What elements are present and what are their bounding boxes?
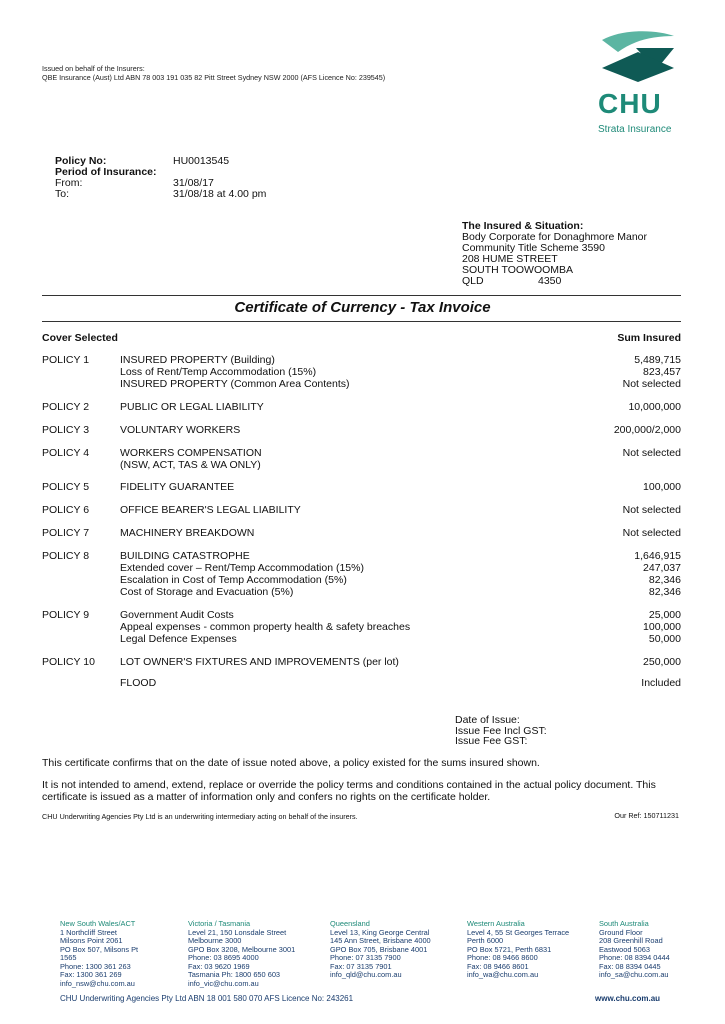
cover-line	[42, 633, 681, 645]
sum-insured-value: 100,000	[643, 481, 681, 494]
cover-line	[42, 550, 681, 562]
office-wa	[467, 920, 595, 980]
policy-number: POLICY 3	[42, 423, 90, 436]
office-line: PO Box 507, Milsons Pt	[60, 944, 139, 954]
office-line: Phone: 08 9466 8600	[467, 953, 538, 962]
cover-row	[42, 354, 681, 391]
cover-line	[42, 354, 681, 366]
office-line: Perth 6000	[467, 936, 504, 945]
policy-number: POLICY 10	[42, 655, 95, 668]
cover-line	[42, 504, 681, 516]
office-sa	[599, 920, 689, 980]
date-of-issue-label: Date of Issue:	[455, 714, 520, 726]
office-qld	[330, 920, 462, 980]
office-line: Fax: 07 3135 7901	[330, 961, 392, 971]
office-region: Western Australia	[467, 919, 525, 928]
cover-description: Cost of Storage and Evacuation (5%)	[120, 586, 294, 599]
insured-postcode: 4350	[538, 275, 562, 287]
cover-description: BUILDING CATASTROPHE	[120, 549, 250, 562]
cover-line	[42, 574, 681, 586]
from-value: 31/08/17	[173, 177, 214, 189]
office-line: PO Box 5721, Perth 6831	[467, 944, 552, 954]
office-line: GPO Box 705, Brisbane 4001	[330, 944, 428, 954]
office-line: Fax: 03 9620 1969	[188, 961, 250, 971]
sum-insured-value: 10,000,000	[628, 401, 681, 414]
office-line: Phone: 07 3135 7900	[330, 953, 401, 962]
cover-row	[42, 481, 681, 493]
insured-situation	[462, 221, 647, 287]
cover-line	[42, 366, 681, 378]
insured-heading: The Insured & Situation:	[462, 220, 584, 232]
cover-line	[42, 378, 681, 390]
sum-insured-value: 25,000	[648, 608, 681, 621]
cover-row	[42, 656, 681, 668]
cover-row	[42, 447, 681, 471]
issuer-line-1: Issued on behalf of the Insurers:	[42, 64, 145, 73]
cover-description: Escalation in Cost of Temp Accommodation (5%)	[120, 573, 347, 586]
to-label: To:	[55, 188, 70, 200]
policy-number	[42, 633, 120, 645]
policy-number	[42, 586, 120, 598]
cover-description: INSURED PROPERTY (Building)	[120, 354, 275, 366]
office-region: South Australia	[599, 919, 649, 928]
sum-insured-value: 82,346	[648, 573, 681, 586]
office-line: GPO Box 3208, Melbourne 3001	[188, 944, 296, 954]
disclaimer-paragraph: It is not intended to amend, extend, replace or override the policy terms and conditions contained in the actual policy document. This certificate is issued as a matter of information only and confers no rights on the certificate holder.	[42, 779, 656, 803]
policy-number: POLICY 6	[42, 504, 90, 517]
sum-insured-value: Not selected	[622, 446, 681, 459]
sum-insured-value: Not selected	[622, 378, 681, 391]
sum-insured-value: 200,000/2,000	[613, 423, 681, 436]
cover-description: Loss of Rent/Temp Accommodation (15%)	[120, 366, 317, 379]
insured-line-1: Body Corporate for Donaghmore Manor	[462, 231, 648, 243]
office-line: Level 13, King George Central	[330, 927, 430, 937]
sum-insured-value: Not selected	[622, 526, 681, 539]
sum-insured-header: Sum Insured	[617, 332, 681, 344]
document-title: Certificate of Currency - Tax Invoice	[234, 299, 491, 316]
office-line: Eastwood 5063	[599, 944, 650, 954]
cover-description: WORKERS COMPENSATION	[120, 446, 262, 459]
policy-number: POLICY 4	[42, 446, 90, 459]
office-line: Ground Floor	[599, 927, 643, 937]
office-line: 208 Greenhill Road	[599, 936, 663, 945]
cover-description: OFFICE BEARER'S LEGAL LIABILITY	[120, 504, 301, 517]
insured-line-4: SOUTH TOOWOOMBA	[462, 264, 574, 276]
office-line: Phone: 1300 361 263	[60, 961, 131, 971]
policy-number	[42, 459, 120, 471]
office-region: Queensland	[330, 919, 370, 928]
sum-insured-value: 82,346	[648, 586, 681, 599]
cover-description: FIDELITY GUARANTEE	[120, 481, 235, 494]
office-line: Phone: 03 8695 4000	[188, 953, 259, 962]
sum-insured-value: 100,000	[643, 621, 681, 634]
cover-description: INSURED PROPERTY (Common Area Contents)	[120, 378, 350, 391]
cover-line	[42, 677, 681, 689]
office-line: 1565	[60, 953, 77, 962]
to-value: 31/08/18 at 4.00 pm	[173, 188, 267, 200]
issuer-block	[42, 65, 385, 82]
office-region: New South Wales/ACT	[60, 919, 136, 928]
cover-description: VOLUNTARY WORKERS	[120, 423, 241, 436]
intermediary-note: CHU Underwriting Agencies Pty Ltd is an underwriting intermediary acting on behalf of the insurers.	[42, 812, 358, 821]
cover-line	[42, 447, 681, 459]
company-abn-line: CHU Underwriting Agencies Pty Ltd ABN 18 001 580 070 AFS Licence No: 243261	[60, 994, 354, 1003]
cover-table	[42, 354, 681, 689]
period-label: Period of Insurance:	[55, 166, 157, 178]
cover-description: MACHINERY BREAKDOWN	[120, 526, 255, 539]
cover-description: Extended cover – Rent/Temp Accommodation (15%)	[120, 561, 364, 574]
office-line: Fax: 08 8394 0445	[599, 961, 661, 971]
confirmation-paragraph: This certificate confirms that on the date of issue noted above, a policy existed for the sums insured shown.	[42, 757, 540, 769]
issue-info	[455, 715, 547, 747]
cover-row	[42, 527, 681, 539]
website-link[interactable]: www.chu.com.au	[595, 994, 661, 1003]
office-email: info_nsw@chu.com.au	[60, 978, 135, 988]
policy-number: POLICY 1	[42, 354, 90, 366]
cover-row	[42, 401, 681, 413]
chu-logo	[590, 30, 680, 140]
cover-line	[42, 562, 681, 574]
policy-number	[42, 574, 120, 586]
office-line: Fax: 08 9466 8601	[467, 961, 529, 971]
cover-line	[42, 424, 681, 436]
sum-insured-value: 5,489,715	[634, 354, 681, 366]
cover-row	[42, 550, 681, 599]
cover-description: Legal Defence Expenses	[120, 633, 237, 646]
office-vic	[188, 920, 323, 988]
cover-row	[42, 677, 681, 689]
policy-number: POLICY 7	[42, 526, 90, 539]
cover-row	[42, 609, 681, 646]
cover-description: Government Audit Costs	[120, 608, 234, 621]
logo-subtitle: Strata Insurance	[598, 124, 672, 135]
office-line: Level 21, 150 Lonsdale Street	[188, 927, 287, 937]
cover-line	[42, 656, 681, 668]
our-reference: Our Ref: 150711231	[614, 811, 679, 820]
cover-description: (NSW, ACT, TAS & WA ONLY)	[120, 458, 261, 471]
office-email: info_vic@chu.com.au	[188, 978, 259, 988]
office-line: Melbourne 3000	[188, 936, 242, 945]
issue-fee-incl-gst-label: Issue Fee Incl GST:	[455, 724, 547, 737]
office-line: Level 4, 55 St Georges Terrace	[467, 927, 570, 937]
sum-insured-value: 247,037	[643, 561, 681, 574]
cover-description: LOT OWNER'S FIXTURES AND IMPROVEMENTS (per lot)	[120, 655, 399, 668]
sum-insured-value: 250,000	[643, 655, 681, 668]
cover-description: Appeal expenses - common property health & safety breaches	[120, 621, 411, 634]
policy-number	[42, 562, 120, 574]
policy-number	[42, 378, 120, 390]
policy-number: POLICY 2	[42, 401, 90, 414]
chu-logo-mark-icon	[596, 30, 676, 86]
insured-line-3: 208 HUME STREET	[462, 253, 558, 265]
divider-top	[42, 295, 681, 296]
sum-insured-value: 823,457	[643, 366, 681, 379]
cover-line	[42, 459, 681, 471]
office-region: Victoria / Tasmania	[188, 919, 251, 928]
office-email: info_qld@chu.com.au	[330, 970, 402, 979]
insured-line-2: Community Title Scheme 3590	[462, 242, 605, 254]
cover-selected-header: Cover Selected	[42, 332, 118, 344]
cover-line	[42, 586, 681, 598]
policy-number	[42, 677, 120, 689]
policy-no-value: HU0013545	[173, 155, 230, 167]
cover-row	[42, 424, 681, 436]
cover-line	[42, 609, 681, 621]
cover-line	[42, 527, 681, 539]
issuer-line-2: QBE Insurance (Aust) Ltd ABN 78 003 191 035 82 Pitt Street Sydney NSW 2000 (AFS Licence No: 239545)	[42, 72, 386, 82]
office-line: Phone: 08 8394 0444	[599, 953, 670, 962]
policy-number: POLICY 8	[42, 549, 90, 562]
office-line: 145 Ann Street, Brisbane 4000	[330, 936, 431, 945]
divider-title	[42, 321, 681, 322]
insured-state: QLD	[462, 275, 484, 287]
sum-insured-value: Not selected	[622, 504, 681, 517]
policy-details	[55, 156, 266, 200]
cover-description: PUBLIC OR LEGAL LIABILITY	[120, 401, 264, 414]
office-line: Tasmania Ph: 1800 650 603	[188, 970, 281, 979]
cover-line	[42, 621, 681, 633]
policy-number: POLICY 9	[42, 608, 90, 621]
sum-insured-value: Included	[641, 677, 681, 690]
policy-number: POLICY 5	[42, 481, 90, 494]
from-label: From:	[55, 177, 83, 189]
policy-number	[42, 621, 120, 633]
cover-line	[42, 401, 681, 413]
office-line: 1 Northcliff Street	[60, 927, 117, 937]
policy-number	[42, 366, 120, 378]
office-line: Milsons Point 2061	[60, 936, 123, 945]
office-nsw	[60, 920, 180, 988]
sum-insured-value: 50,000	[648, 633, 681, 646]
office-line: Fax: 1300 361 269	[60, 970, 122, 979]
sum-insured-value: 1,646,915	[634, 549, 681, 562]
cover-line	[42, 481, 681, 493]
office-email: info_wa@chu.com.au	[467, 970, 539, 979]
issue-fee-gst-label: Issue Fee GST:	[455, 735, 528, 747]
office-email: info_sa@chu.com.au	[599, 970, 669, 979]
logo-word: CHU	[598, 88, 662, 119]
cover-row	[42, 504, 681, 516]
sum-insured-value	[481, 459, 681, 471]
policy-no-label: Policy No:	[55, 155, 107, 167]
cover-description: FLOOD	[120, 677, 157, 690]
